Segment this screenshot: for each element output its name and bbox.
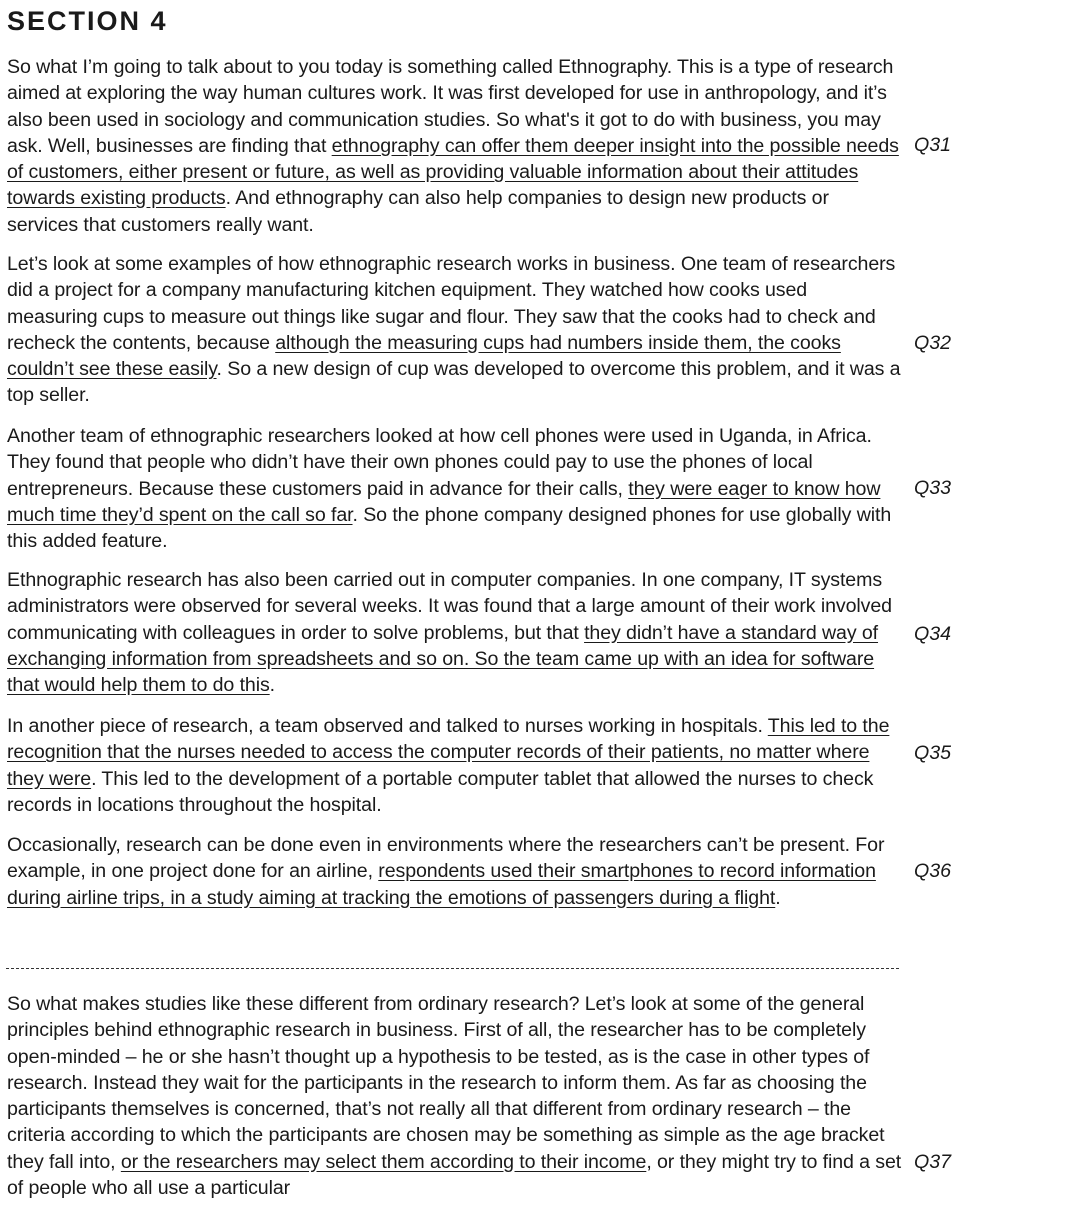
underlined-answer-text: they were eager to know how much time they’d spent on the call so far <box>7 477 881 526</box>
paragraph-1 <box>7 54 902 238</box>
question-label-q36: Q36 <box>914 860 952 882</box>
paragraph-text: Another team of ethnographic researchers looked at how cell phones were used in Uganda, in Africa. They found that people who didn’t have their own phones could pay to use the phones of local entrepreneurs. Because these customers paid in advance for their calls, <box>7 425 872 500</box>
paragraph-text: , or they might try to find a set of people who all use a particular <box>7 1150 902 1200</box>
paragraph-text: . And ethnography can also help companies to design new products or services that customers really want. <box>7 187 829 236</box>
question-label-q31: Q31 <box>914 134 952 156</box>
question-label-q32: Q32 <box>914 332 952 354</box>
question-label-q33: Q33 <box>914 477 952 499</box>
question-label-q35: Q35 <box>914 742 952 764</box>
paragraph-3 <box>7 423 902 554</box>
underlined-answer-text: respondents used their smartphones to record information during airline trips, in a study aiming at tracking the emotions of passengers during a flight <box>7 860 876 909</box>
paragraph-text: . This led to the development of a portable computer tablet that allowed the nurses to check records in locations throughout the hospital. <box>7 767 874 816</box>
paragraph-text: . <box>269 674 276 697</box>
paragraph-text: In another piece of research, a team observed and talked to nurses working in hospitals. <box>7 715 768 737</box>
paragraph-7 <box>7 991 902 1201</box>
paragraph-text: So what makes studies like these different from ordinary research? Let’s look at some of the general principles behind ethnographic research in business. First of all, the researcher has to be completely open-minded – he or she hasn’t thought up a hypothesis to be tested, as is the case in other types of research. Instead they wait for the participants in the research to inform them. As far as choosing the participants themselves is concerned, that’s not really all that different from ordinary research – the criteria according to which the participants are chosen may be something as simple as the age bracket they fall into, <box>7 993 885 1173</box>
paragraph-text: Ethnographic research has also been carried out in computer companies. In one company, IT systems administrators were observed for several weeks. It was found that a large amount of their work involved communicating with colleagues in order to solve problems, but that <box>7 569 892 644</box>
paragraph-text: . So the phone company designed phones for use globally with this added feature. <box>7 503 892 553</box>
paragraph-text: Occasionally, research can be done even in environments where the researchers can’t be present. For example, in one project done for an airline, <box>7 834 885 883</box>
paragraph-text: . So a new design of cup was developed to overcome this problem, and it was a top seller. <box>7 358 901 407</box>
underlined-answer-text: or the researchers may select them according to their income <box>120 1150 647 1173</box>
section-title: SECTION 4 <box>7 6 168 36</box>
paragraph-text: . <box>775 886 781 909</box>
question-label-q37: Q37 <box>914 1151 952 1173</box>
underlined-answer-text: they didn’t have a standard way of exchanging information from spreadsheets and so on. So the team came up with an idea for software that would help them to do this <box>7 621 879 697</box>
dashed-divider <box>6 968 899 969</box>
paragraph-2 <box>7 251 902 409</box>
underlined-answer-text: This led to the recognition that the nurses needed to access the computer records of their patients, no matter where they were <box>7 715 890 790</box>
underlined-answer-text: although the measuring cups had numbers inside them, the cooks couldn’t see these easily <box>7 331 841 381</box>
underlined-answer-text: ethnography can offer them deeper insight into the possible needs of customers, either present or future, as well as providing valuable information about their attitudes towards existing products <box>7 134 899 210</box>
paragraph-6 <box>7 832 902 911</box>
paragraph-5 <box>7 713 902 818</box>
paragraph-4 <box>7 567 902 698</box>
question-label-q34: Q34 <box>914 623 952 645</box>
paragraph-text: Let’s look at some examples of how ethnographic research works in business. One team of researchers did a project for a company manufacturing kitchen equipment. They watched how cooks used measuring cups to measure out things like sugar and flour. They saw that the cooks had to check and recheck the contents, because <box>7 253 896 354</box>
paragraph-text: So what I’m going to talk about to you today is something called Ethnography. This is a type of research aimed at exploring the way human cultures work. It was first developed for use in anthropology, and it’s also been used in sociology and communication studies. So what's it got to do with business, you may ask. Well, businesses are finding that <box>7 56 894 157</box>
